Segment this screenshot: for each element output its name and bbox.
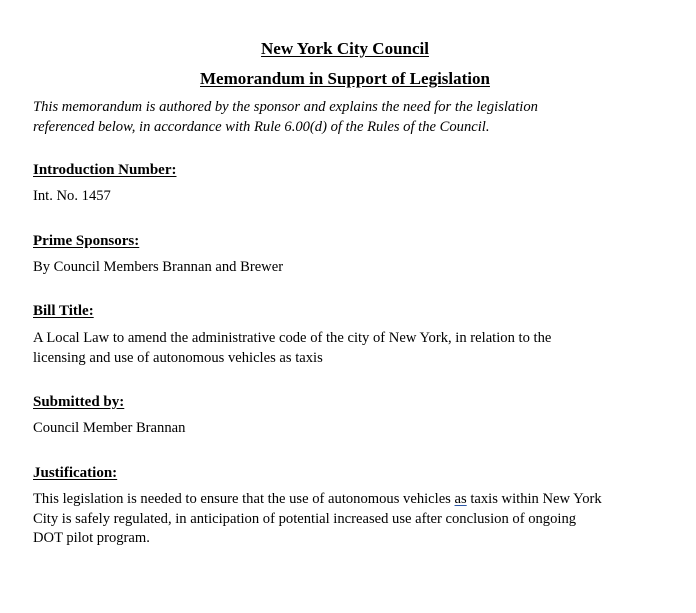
- justification-text: taxis within New York: [466, 491, 602, 507]
- bill-title-value: [33, 329, 673, 368]
- introduction-number-text: Int. No. 1457: [33, 188, 111, 204]
- memo-title: Memorandum in Support of Legislation: [200, 69, 490, 88]
- justification-line: City is safely regulated, in anticipation of potential increased use after conclusion of ongoing: [33, 510, 577, 527]
- justification-value: [33, 490, 673, 549]
- intro-line: referenced below, in accordance with Rule 6.00(d) of the Rules of the Council.: [33, 118, 490, 135]
- bill-title-line: licensing and use of autonomous vehicles as taxis: [33, 349, 323, 366]
- justification-line: DOT pilot program.: [33, 530, 150, 546]
- intro-paragraph: [33, 98, 673, 137]
- prime-sponsors-value: [33, 258, 673, 278]
- justification-line: [33, 490, 673, 510]
- prime-sponsors-text: By Council Members Brannan and Brewer: [33, 259, 284, 275]
- bill-title-line: A Local Law to amend the administrative code of the city of New York, in relation to the: [33, 330, 552, 346]
- prime-sponsors-heading: Prime Sponsors:: [33, 233, 140, 249]
- intro-line: This memorandum is authored by the sponsor and explains the need for the legislation: [33, 99, 538, 115]
- submitted-by-text: Council Member Brannan: [33, 420, 186, 436]
- introduction-number-value: [33, 187, 673, 207]
- council-title: New York City Council: [261, 39, 429, 58]
- justification-text: This legislation is needed to ensure that the use of autonomous vehicles: [33, 491, 455, 507]
- submitted-by-heading: Submitted by:: [33, 394, 125, 410]
- bill-title-heading: Bill Title:: [33, 303, 94, 319]
- submitted-by-value: [33, 419, 673, 439]
- introduction-number-heading: Introduction Number:: [33, 162, 177, 178]
- justification-heading: Justification:: [33, 465, 118, 481]
- grammar-flag-word[interactable]: as: [454, 491, 467, 507]
